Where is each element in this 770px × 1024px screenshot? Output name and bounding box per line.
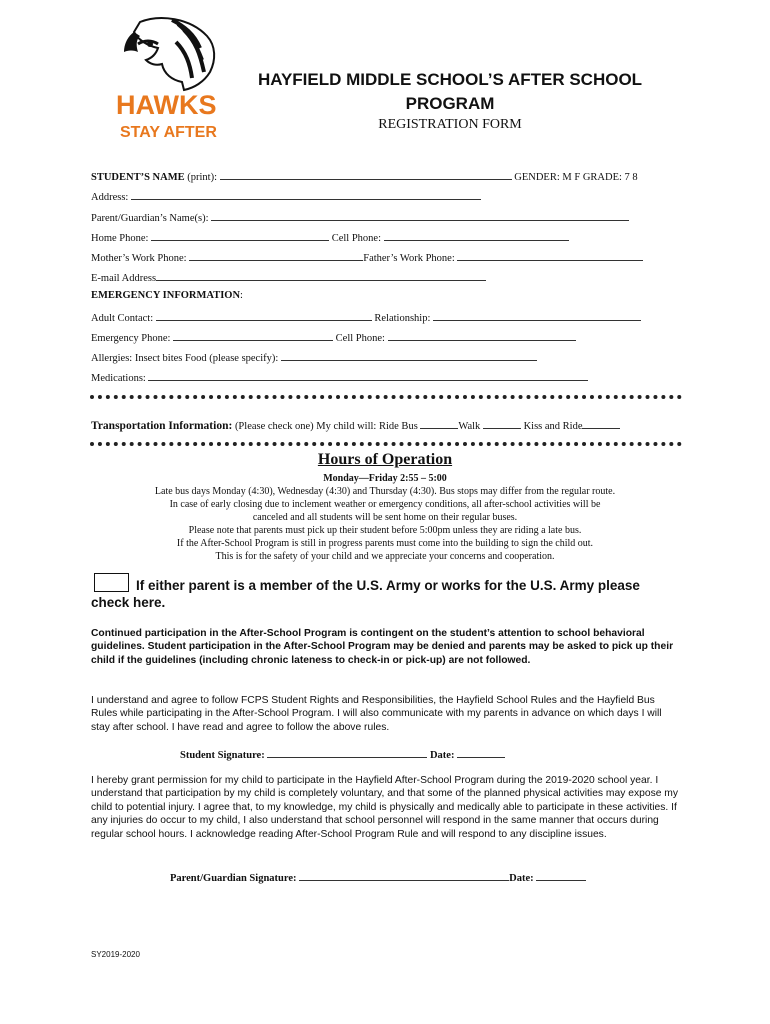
address-field[interactable] — [131, 189, 481, 200]
army-checkbox-label: If either parent is a member of the U.S. Army or works for the U.S. Army please check here. — [91, 578, 640, 610]
dotted-divider-bottom — [90, 442, 682, 446]
emergency-cell-phone-field[interactable] — [388, 330, 576, 341]
agreement-paragraph: I understand and agree to follow FCPS Student Rights and Responsibilities, the Hayfield School Rules and the Hayfield Bus Rules while participating in the After-School Program. I will also communicate with my parents in advance on which days I will stay after school. I have read and agree to follow the above rules. — [91, 695, 662, 733]
hours-line-6: This is for the safety of your child and we appreciate your concerns and cooperation. — [215, 551, 555, 562]
adult-contact-label: Adult Contact: — [91, 313, 154, 324]
hours-schedule: Monday—Friday 2:55 – 5:00 — [323, 473, 447, 484]
emergency-phone-row — [91, 330, 576, 344]
home-phone-label: Home Phone: — [91, 233, 149, 244]
emergency-cell-phone-label: Cell Phone: — [335, 333, 385, 344]
student-signature-field[interactable] — [267, 747, 427, 758]
email-row — [91, 270, 486, 284]
guardian-row — [91, 210, 629, 224]
dotted-divider-top — [90, 395, 682, 399]
parent-signature-row — [170, 870, 586, 884]
student-name-label: STUDENT’S NAME — [91, 172, 185, 183]
parent-signature-field[interactable] — [299, 870, 509, 881]
student-signature-row — [180, 747, 505, 761]
adult-contact-row — [91, 310, 641, 324]
allergies-row — [91, 350, 537, 364]
walk-field[interactable] — [483, 418, 521, 429]
kiss-ride-field[interactable] — [582, 418, 620, 429]
parent-signature-label: Parent/Guardian Signature: — [170, 873, 297, 884]
transport-instruction: (Please check one) My child will: Ride Bus — [232, 421, 418, 432]
title-line-2: PROGRAM — [405, 94, 495, 113]
hours-title: Hours of Operation — [317, 451, 453, 468]
mother-work-phone-field[interactable] — [189, 250, 363, 261]
gender-grade-label: GENDER: M F GRADE: 7 8 — [514, 172, 638, 183]
student-name-field[interactable] — [220, 169, 512, 180]
home-phone-row — [91, 230, 569, 244]
hours-line-2: In case of early closing due to inclement weather or emergency conditions, all after-school activities will be — [169, 499, 601, 510]
logo-text-stay-after: STAY AFTER — [120, 124, 217, 140]
cell-phone-field[interactable] — [384, 230, 569, 241]
walk-label: Walk — [458, 421, 481, 432]
allergies-field[interactable] — [281, 350, 537, 361]
ride-bus-field[interactable] — [420, 418, 458, 429]
emergency-phone-label: Emergency Phone: — [91, 333, 171, 344]
parent-date-field[interactable] — [536, 870, 586, 881]
email-label: E-mail Address — [91, 273, 157, 284]
emergency-heading-colon: : — [240, 290, 243, 301]
emergency-heading — [91, 290, 243, 301]
relationship-field[interactable] — [433, 310, 641, 321]
transport-row — [91, 418, 620, 432]
allergies-label: Allergies: Insect bites Food (please specify): — [91, 353, 279, 364]
page-title — [230, 68, 670, 116]
hours-line-5: If the After-School Program is still in progress parents must come into the building to sign the child out. — [176, 538, 594, 549]
student-date-label: Date: — [429, 750, 455, 761]
medications-field[interactable] — [148, 370, 588, 381]
mother-work-phone-label: Mother’s Work Phone: — [91, 253, 187, 264]
work-phone-row — [91, 250, 643, 264]
guardian-field[interactable] — [211, 210, 629, 221]
cell-phone-label: Cell Phone: — [331, 233, 381, 244]
title-line-1: HAYFIELD MIDDLE SCHOOL’S AFTER SCHOOL — [257, 70, 643, 89]
emergency-phone-field[interactable] — [173, 330, 333, 341]
medications-row — [91, 370, 588, 384]
home-phone-field[interactable] — [151, 230, 329, 241]
student-date-field[interactable] — [457, 747, 505, 758]
email-field[interactable] — [156, 270, 486, 281]
student-name-suffix: (print): — [184, 172, 218, 183]
transport-label: Transportation Information: — [91, 420, 233, 432]
hours-line-1: Late bus days Monday (4:30), Wednesday (4:30) and Thursday (4:30). Bus stops may differ from the regular route. — [154, 486, 616, 497]
parent-date-label: Date: — [509, 873, 534, 884]
father-work-phone-label: Father’s Work Phone: — [363, 253, 455, 264]
emergency-heading-text: EMERGENCY INFORMATION — [91, 290, 241, 301]
student-signature-label: Student Signature: — [180, 750, 265, 761]
guardian-label: Parent/Guardian’s Name(s): — [91, 213, 209, 224]
kiss-ride-label: Kiss and Ride — [523, 421, 583, 432]
student-name-row — [91, 169, 638, 183]
address-label: Address: — [91, 192, 129, 203]
adult-contact-field[interactable] — [156, 310, 372, 321]
hours-line-4: Please note that parents must pick up their student before 5:00pm unless they are riding a late bus. — [188, 525, 582, 536]
address-row — [91, 189, 481, 203]
logo-text-hawks: HAWKS — [116, 90, 217, 120]
permission-paragraph: I hereby grant permission for my child to participate in the Hayfield After-School Program during the 2019-2020 school year. I understand that participation by my child is completely voluntary, and that some of the planned physical activities may expose my child to potential injury. I agree that, to my knowledge, my child is physically and medically able to participate in these activities. If any injuries do occur to my child, I also understand that school personnel will respond in the same manner that occurs during regular school hours. I acknowledge reading After-School Program Rule and will respond to any discipline issues. — [91, 775, 679, 840]
hawk-head-icon — [124, 18, 214, 90]
footer-code: SY2019-2020 — [91, 950, 140, 959]
hawks-logo — [112, 14, 222, 140]
relationship-label: Relationship: — [374, 313, 431, 324]
hours-line-3: canceled and all students will be sent home on their regular buses. — [252, 512, 518, 523]
behavior-policy-paragraph: Continued participation in the After-School Program is contingent on the student’s attention to school behavioral guidelines. Student participation in the After-School Program may be denied and parents may be asked to pick up their child if the guidelines (including chronic lateness to check-in or pick-up) are not followed. — [91, 628, 674, 666]
father-work-phone-field[interactable] — [457, 250, 643, 261]
medications-label: Medications: — [91, 373, 146, 384]
page-subtitle: REGISTRATION FORM — [378, 117, 522, 132]
